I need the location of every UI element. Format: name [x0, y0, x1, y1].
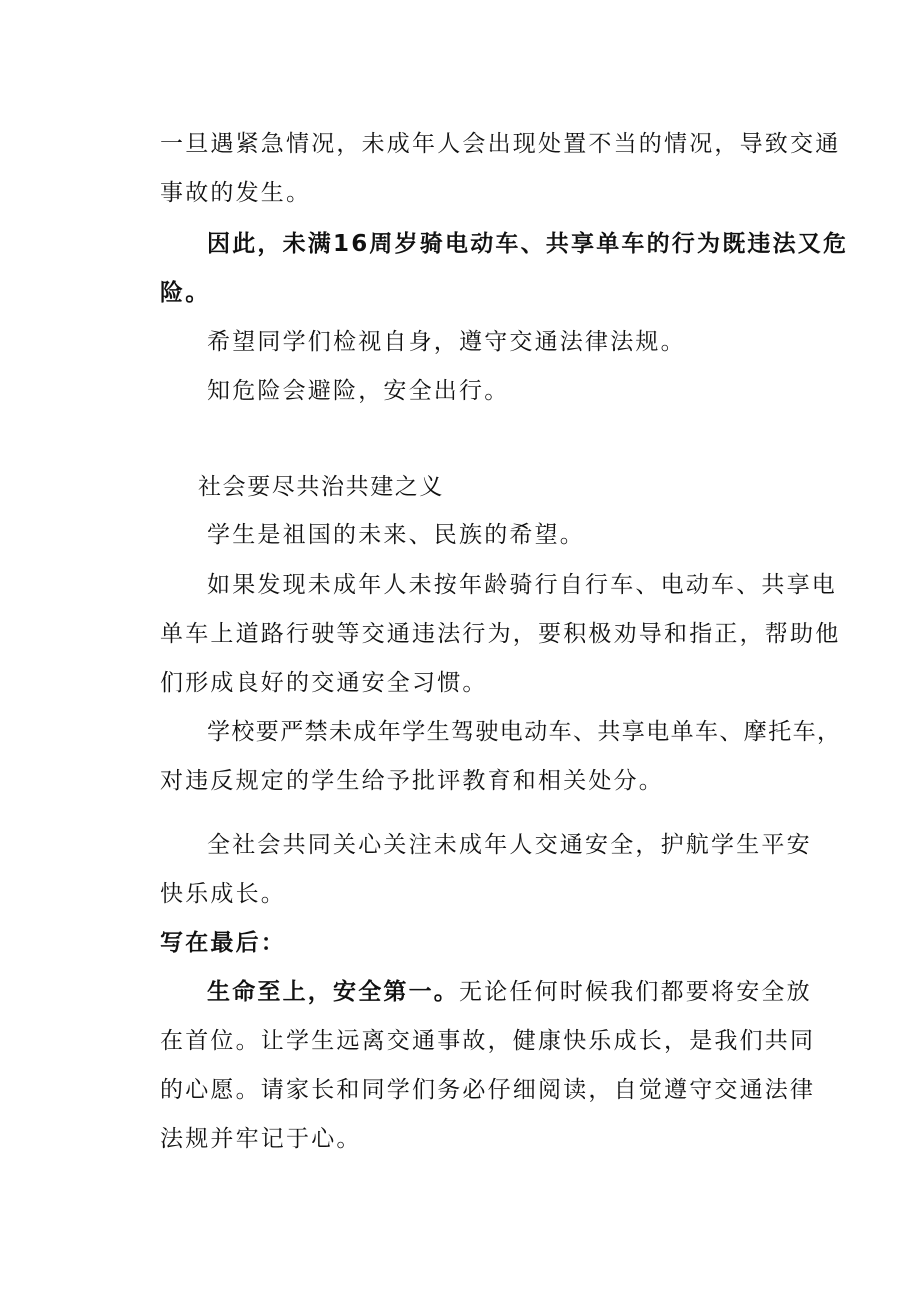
para1-line1: 一旦遇紧急情况，未成年人会出现处置不当的情况，导致交通	[160, 131, 841, 157]
closing-line2: 在首位。让学生远离交通事故，健康快乐成长，是我们共同	[160, 1028, 816, 1054]
para2-line2: 险。	[160, 280, 211, 306]
para2-line1: 因此，未满16周岁骑电动车、共享单车的行为既违法又危	[207, 231, 849, 257]
para7-line1: 学校要严禁未成年学生驾驶电动车、共享电单车、摩托车，	[207, 719, 842, 745]
closing-line3: 的心愿。请家长和同学们务必仔细阅读，自觉遵守交通法律	[160, 1077, 816, 1103]
closing-line1-rest: 无论任何时候我们都要将安全放	[459, 979, 812, 1005]
para8-line2: 快乐成长。	[160, 881, 286, 907]
para7-line2: 对违反规定的学生给予批评教育和相关处分。	[160, 768, 664, 794]
closing-line1	[207, 977, 812, 1007]
closing-heading: 写在最后：	[160, 930, 286, 956]
para8-line1: 全社会共同关心关注未成年人交通安全，护航学生平安	[207, 832, 812, 858]
para1-line2: 事故的发生。	[160, 180, 312, 206]
para4: 知危险会避险，安全出行。	[207, 378, 510, 404]
para3: 希望同学们检视自身，遵守交通法律法规。	[207, 329, 686, 355]
para6-line3: 们形成良好的交通安全习惯。	[160, 670, 488, 696]
section-title: 社会要尽共治共建之义	[198, 474, 444, 500]
para6-line1: 如果发现未成年人未按年龄骑行自行车、电动车、共享电	[207, 572, 837, 598]
para5: 学生是祖国的未来、民族的希望。	[207, 522, 585, 548]
closing-bold-lead: 生命至上，安全第一。	[207, 979, 459, 1005]
para6-line2: 单车上道路行驶等交通违法行为，要积极劝导和指正，帮助他	[160, 621, 841, 647]
closing-line4: 法规并牢记于心。	[160, 1126, 362, 1152]
